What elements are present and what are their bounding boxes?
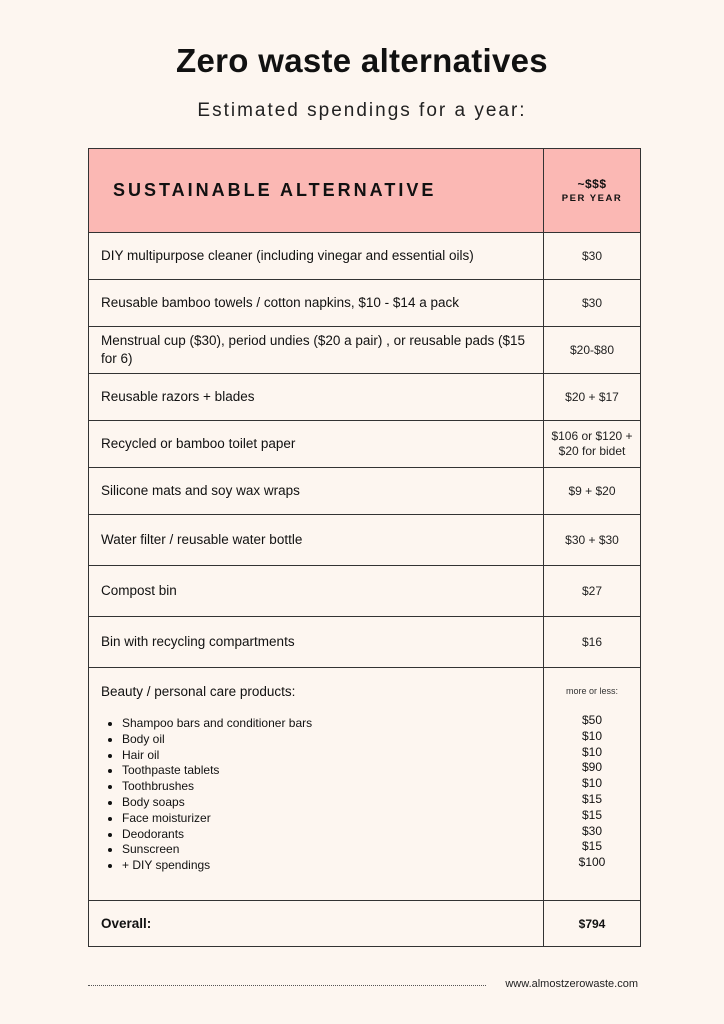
beauty-item-cost: $10	[581, 776, 603, 791]
overall-row	[89, 901, 641, 947]
table-row	[89, 280, 641, 327]
beauty-item-cost: $15	[581, 791, 603, 806]
table-row	[89, 566, 641, 617]
beauty-item: • Toothbrushes	[122, 779, 531, 795]
alternative-cost: $30 + $30	[544, 515, 641, 566]
beauty-item-cost: $15	[581, 807, 603, 822]
alternative-item: Menstrual cup ($30), period undies ($20 a pair) , or reusable pads ($15 for 6)	[89, 327, 544, 374]
page-title: Zero waste alternatives	[176, 42, 548, 79]
header-alternative: SUSTAINABLE ALTERNATIVE	[89, 149, 544, 233]
alternative-item: Recycled or bamboo toilet paper	[89, 421, 544, 468]
table-row	[89, 374, 641, 421]
beauty-note: more or less:	[565, 686, 618, 696]
overall-value: $794	[544, 901, 641, 947]
spendings-table	[88, 148, 641, 947]
alternative-item: Silicone mats and soy wax wraps	[89, 468, 544, 515]
alternative-item: Reusable bamboo towels / cotton napkins, $10 - $14 a pack	[89, 280, 544, 327]
beauty-prices	[544, 713, 640, 871]
table-header-row	[89, 149, 641, 233]
beauty-item-cost: $100	[578, 855, 606, 870]
alternative-cost: $16	[544, 617, 641, 668]
table-row	[89, 233, 641, 280]
beauty-item-cost: $10	[581, 728, 603, 743]
alternative-cost: $20-$80	[544, 327, 641, 374]
beauty-item: • Sunscreen	[122, 842, 531, 858]
beauty-list	[101, 716, 531, 874]
beauty-cell	[89, 668, 544, 901]
header-cost	[544, 149, 641, 233]
alternative-cost: $20 + $17	[544, 374, 641, 421]
alternative-cost: $30	[544, 233, 641, 280]
table-row	[89, 468, 641, 515]
beauty-item: • Hair oil	[122, 748, 531, 764]
beauty-item-cost: $90	[581, 760, 603, 775]
beauty-cost-cell	[544, 668, 641, 901]
beauty-item: • Face moisturizer	[122, 811, 531, 827]
table-row	[89, 515, 641, 566]
beauty-item-cost: $50	[581, 713, 603, 727]
beauty-item: • Body oil	[122, 732, 531, 748]
beauty-row	[89, 668, 641, 901]
alternative-cost: $30	[544, 280, 641, 327]
alternative-item: DIY multipurpose cleaner (including vinegar and essential oils)	[89, 233, 544, 280]
beauty-item: • Deodorants	[122, 827, 531, 843]
alternative-item: Compost bin	[89, 566, 544, 617]
beauty-item: • Shampoo bars and conditioner bars	[122, 716, 531, 732]
alternative-item: Bin with recycling compartments	[89, 617, 544, 668]
beauty-item: • Toothpaste tablets	[122, 763, 531, 779]
beauty-item-cost: $30	[581, 823, 603, 838]
alternative-cost: $27	[544, 566, 641, 617]
alternative-item: Water filter / reusable water bottle	[89, 515, 544, 566]
alternative-cost: $106 or $120 + $20 for bidet	[544, 421, 641, 468]
header-price: ~$$$	[577, 177, 607, 191]
beauty-item-cost: $10	[581, 744, 603, 759]
table-row	[89, 421, 641, 468]
table-row	[89, 617, 641, 668]
page-subtitle: Estimated spendings for a year:	[197, 100, 527, 121]
beauty-item: • Body soaps	[122, 795, 531, 811]
beauty-heading: Beauty / personal care products:	[101, 684, 296, 699]
beauty-item: • + DIY spendings	[122, 858, 531, 874]
footer-divider	[88, 985, 486, 986]
footer-url: www.almostzerowaste.com	[505, 978, 638, 990]
beauty-item-cost: $15	[581, 839, 603, 854]
header-per-year: PER YEAR	[561, 193, 623, 204]
overall-label: Overall:	[89, 901, 544, 947]
alternative-item: Reusable razors + blades	[89, 374, 544, 421]
alternative-cost: $9 + $20	[544, 468, 641, 515]
table-row	[89, 327, 641, 374]
